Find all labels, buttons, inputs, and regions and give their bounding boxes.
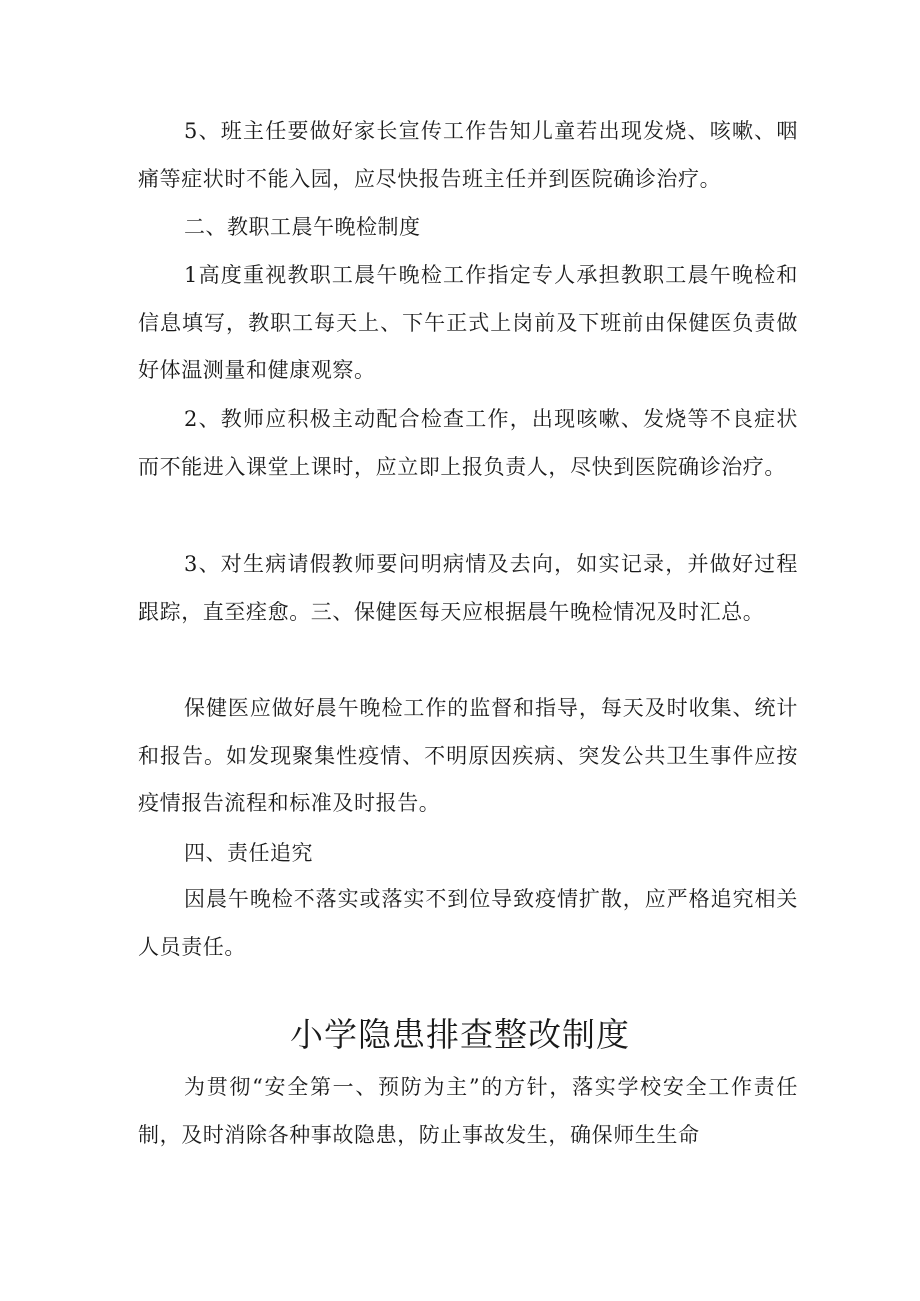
paragraph-staff-item-2: 2、教师应积极主动配合检查工作，出现咳嗽、发烧等不良症状而不能进入课堂上课时，应立即上报负责人，尽快到医院确诊治疗。 xyxy=(138,407,798,479)
paragraph-staff-item-3: 3、对生病请假教师要问明病情及去向，如实记录，并做好过程跟踪，直至痊愈。三、保健医每天应根据晨午晚检情况及时汇总。 xyxy=(138,552,798,624)
paragraph-item-5: 5、班主任要做好家长宣传工作告知儿童若出现发烧、咳嗽、咽痛等症状时不能入园，应尽快报告班主任并到医院确诊治疗。 xyxy=(138,119,798,191)
section-heading-accountability: 四、责任追究 xyxy=(184,841,313,865)
paragraph-intro: 为贯彻“安全第一、预防为主”的方针，落实学校安全工作责任制，及时消除各种事故隐患，防止事故发生，确保师生生命 xyxy=(138,1075,798,1147)
paragraph-accountability: 因晨午晚检不落实或落实不到位导致疫情扩散，应严格追究相关人员责任。 xyxy=(138,887,798,959)
document-title: 小学隐患排查整改制度 xyxy=(290,1015,630,1054)
section-heading-staff-checks: 二、教职工晨午晚检制度 xyxy=(184,215,421,239)
paragraph-health-doctor: 保健医应做好晨午晚检工作的监督和指导，每天及时收集、统计和报告。如发现聚集性疫情、不明原因疾病、突发公共卫生事件应按疫情报告流程和标准及时报告。 xyxy=(138,696,798,815)
paragraph-staff-item-1: 1高度重视教职工晨午晚检工作指定专人承担教职工晨午晚检和信息填写，教职工每天上、下午正式上岗前及下班前由保健医负责做好体温测量和健康观察。 xyxy=(138,263,798,382)
